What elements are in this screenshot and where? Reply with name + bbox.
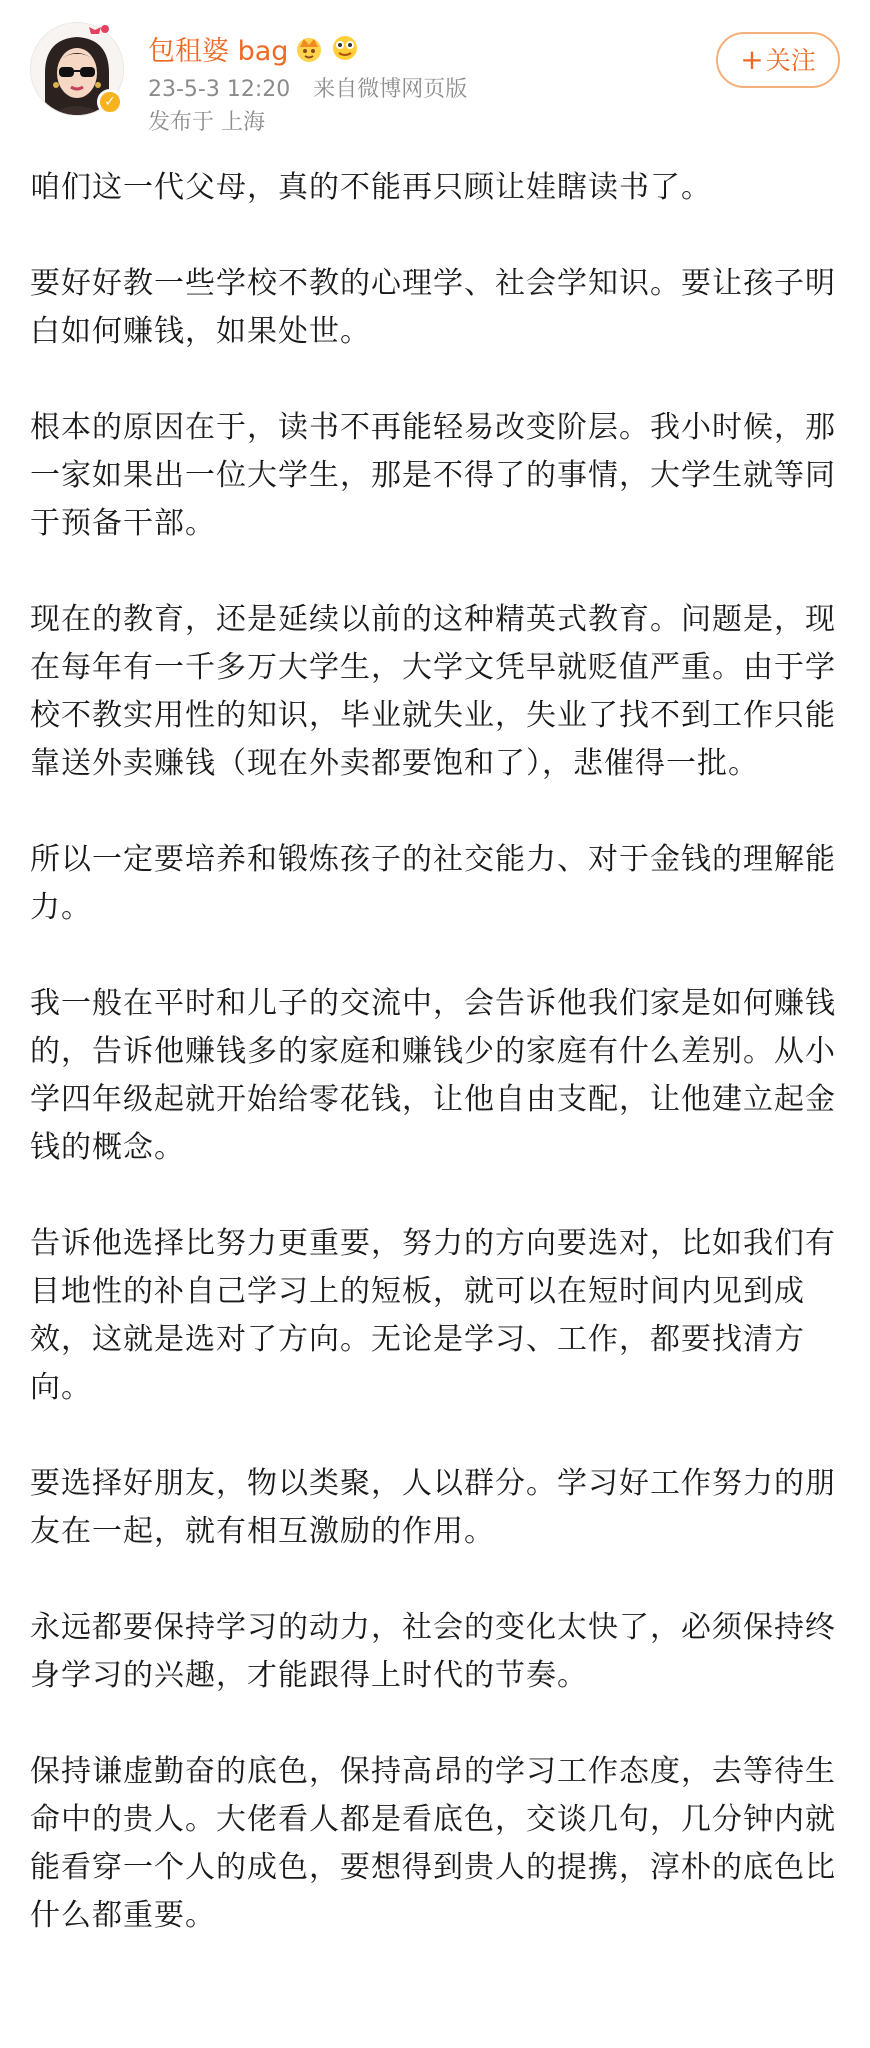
follow-button-label: 关注 [765,46,816,75]
post-header [30,22,840,152]
post-paragraph: 咱们这一代父母，真的不能再只顾让娃瞎读书了。 [30,170,712,205]
post-paragraph: 根本的原因在于，读书不再能轻易改变阶层。我小时候，那一家如果出一位大学生，那是不得了的事情，大学生就等同于预备干部。 [30,410,836,541]
author-avatar[interactable] [30,22,124,116]
post-source: 来自微博网页版 [313,77,468,102]
post-paragraph: 告诉他选择比努力更重要，努力的方向要选对，比如我们有目地性的补自己学习上的短板，就可以在短时间内见到成效，这就是选对了方向。无论是学习、工作，都要找清方向。 [30,1226,836,1405]
follow-button[interactable] [716,32,840,88]
post-paragraph: 保持谦虚勤奋的底色，保持高昂的学习工作态度，去等待生命中的贵人。大佬看人都是看底色，交谈几句，几分钟内就能看穿一个人的成色，要想得到贵人的提携，淳朴的底色比什么都重要。 [30,1754,836,1933]
post-location: 发布于 上海 [148,110,265,135]
post-paragraph: 永远都要保持学习的动力，社会的变化太快了，必须保持终身学习的兴趣，才能跟得上时代的节奏。 [30,1610,836,1693]
post-body [30,164,842,1988]
verified-badge-icon: ✓ [97,89,123,115]
post-paragraph: 要好好教一些学校不教的心理学、社会学知识。要让孩子明白如何赚钱，如果处世。 [30,266,836,349]
author-name-row [148,28,708,68]
crown-icon [294,33,324,63]
emoji-face-icon [330,33,360,63]
post-meta [148,74,708,106]
post-paragraph: 要选择好朋友，物以类聚，人以群分。学习好工作努力的朋友在一起，就有相互激励的作用。 [30,1466,836,1549]
post-paragraph: 所以一定要培养和锻炼孩子的社交能力、对于金钱的理解能力。 [30,842,836,925]
plus-icon: + [740,43,764,76]
author-name[interactable]: 包租婆 bag [148,35,289,67]
post-timestamp[interactable]: 23-5-3 12:20 [148,77,291,102]
post-paragraph: 现在的教育，还是延续以前的这种精英式教育。问题是，现在每年有一千多万大学生，大学文凭早就贬值严重。由于学校不教实用性的知识，毕业就失业，失业了找不到工作只能靠送外卖赚钱（现在外卖都要饱和了），悲催得一批。 [30,602,836,781]
author-info [148,28,708,140]
post-paragraph: 我一般在平时和儿子的交流中，会告诉他我们家是如何赚钱的，告诉他赚钱多的家庭和赚钱少的家庭有什么差别。从小学四年级起就开始给零花钱，让他自由支配，让他建立起金钱的概念。 [30,986,836,1165]
